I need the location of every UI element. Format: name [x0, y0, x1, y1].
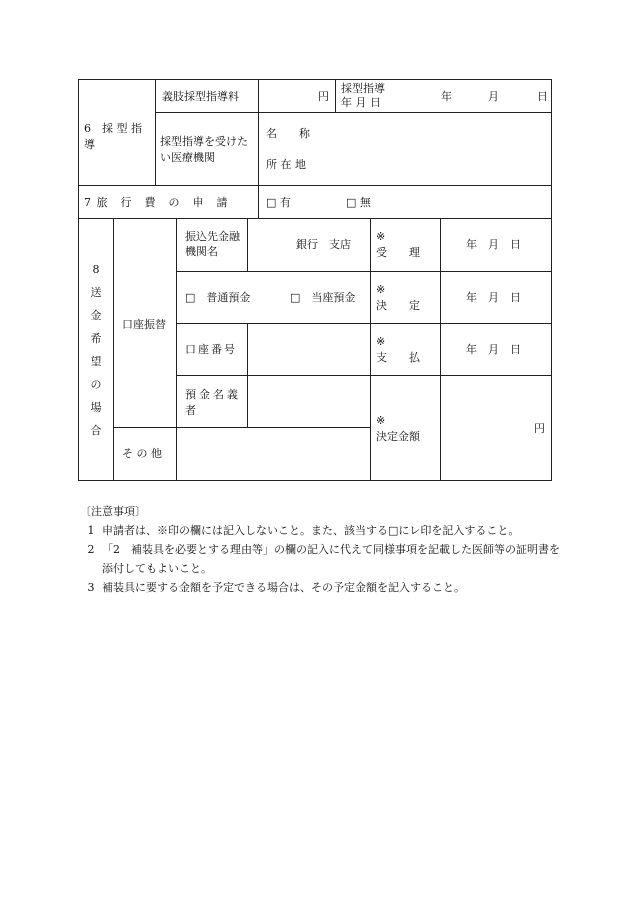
- section8-char: 希: [90, 332, 102, 345]
- section6-label: 6 採 型 指 導: [84, 122, 142, 151]
- section8-label: [89, 258, 103, 442]
- transfer-label: 口座振替: [122, 318, 166, 331]
- paid-label: 支 払: [376, 351, 420, 364]
- decided-label: 決 定: [376, 299, 420, 312]
- note-item: [80, 540, 560, 578]
- section8-char: 合: [90, 424, 102, 437]
- institution-name-label: 名 称: [266, 127, 310, 140]
- section8-char: 望: [90, 355, 102, 368]
- section8-char: 送: [90, 286, 102, 299]
- amount-mark: ※: [376, 414, 386, 427]
- date-day: 日: [537, 90, 548, 103]
- note-number: 3: [87, 581, 95, 594]
- date-label-2: 年 月 日: [341, 96, 381, 109]
- paid-mark: ※: [376, 335, 386, 348]
- fee-yen: 円: [318, 90, 329, 103]
- account-number-label: 口座番号: [185, 343, 237, 356]
- holder-label: 預金名義者: [185, 388, 241, 417]
- institution-address-label: 所 在 地: [266, 158, 306, 171]
- section8-char: 金: [90, 309, 102, 322]
- fee-label: 義肢採型指導料: [162, 90, 239, 103]
- received-mark: ※: [376, 230, 386, 243]
- date-label-1: 採型指導: [341, 82, 385, 95]
- note-item: [80, 578, 560, 597]
- amount-label: 決定金額: [376, 430, 420, 443]
- decided-date: 年 月 日: [466, 291, 521, 304]
- section7-label: [84, 196, 229, 209]
- bank-suffix[interactable]: 銀行 支店: [296, 238, 351, 251]
- decided-mark: ※: [376, 283, 386, 296]
- section8-char: の: [90, 378, 102, 391]
- account-number-field[interactable]: [250, 330, 366, 368]
- section8-char: 8: [92, 263, 100, 276]
- bank-label: 振込先金融機関名: [185, 230, 240, 258]
- holder-field[interactable]: [250, 382, 366, 422]
- travel-yes-checkbox[interactable]: □ 有: [266, 196, 291, 209]
- institution-address-field[interactable]: [310, 152, 546, 170]
- other-field[interactable]: [180, 432, 366, 476]
- section8-char: 場: [90, 401, 102, 414]
- date-month: 月: [488, 90, 499, 103]
- amount-yen: 円: [534, 422, 545, 435]
- notes: [80, 502, 560, 597]
- notes-header: 〔注意事項〕: [80, 505, 146, 518]
- section7-label-text: 7 旅 行 費 の 申 請: [84, 196, 229, 209]
- institution-label: 採型指導を受けたい医療機関: [160, 135, 248, 164]
- paid-date: 年 月 日: [466, 343, 521, 356]
- other-label: そ の 他: [122, 447, 162, 460]
- travel-no-checkbox[interactable]: □ 無: [346, 196, 371, 209]
- note-number: 1: [87, 524, 95, 537]
- date-year: 年: [441, 90, 452, 103]
- note-text: 「2 補装具を必要とする理由等」の欄の記入に代えて同様事項を記載した医師等の証明書を添付してもよいこと。: [102, 543, 560, 575]
- note-text: 申請者は、※印の欄には記入しないこと。また、該当する□にレ印を記入すること。: [102, 524, 520, 537]
- institution-name-field[interactable]: [310, 121, 546, 139]
- note-text: 補装具に要する金額を予定できる場合は、その予定金額を記入すること。: [102, 581, 465, 594]
- received-label: 受 理: [376, 246, 420, 259]
- savings-checkbox[interactable]: □ 普通預金: [185, 291, 251, 304]
- note-item: [80, 521, 560, 540]
- received-date: 年 月 日: [466, 238, 521, 251]
- note-number: 2: [87, 543, 95, 556]
- current-checkbox[interactable]: □ 当座預金: [290, 291, 356, 304]
